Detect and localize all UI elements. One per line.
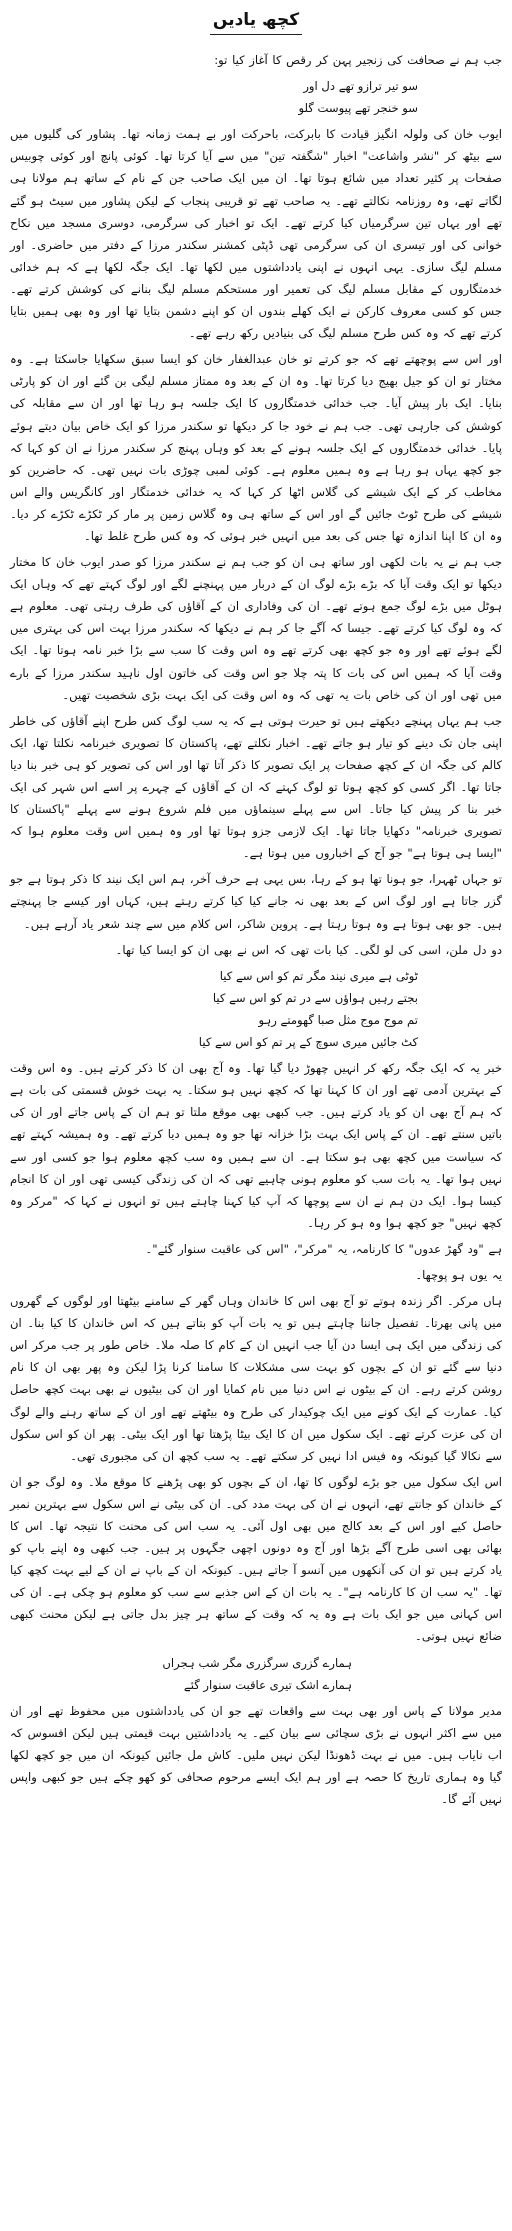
verse-line: تم موج موج مثل صبا گھومتے رہو [258,1012,418,1027]
paragraph-dil: دو دل ملن، اسی کی لو لگی۔ کیا بات تھی کہ اس نے بھی ان کو ایسا کیا تھا۔ [115,942,502,957]
paragraph-jab: جب ہم یہاں پہنچے دیکھتے ہیں تو حیرت ہوتی ہے کہ یہ سب لوگ کس طرح اپنے آقاؤں کی خاطر اپنی جان تک دینے کو تیار ہو جاتے تھے۔ اخبار نکلتے تھے، پاکستان کا تصویری خبرنامہ نکلتا تھا، ایک کالم کی جگہ ان کے کچھ صفحات پر ایک تصویر کا ذکر آتا تھا اور اس کی تصویر کو ہی خبر بنا دیا جاتا تھا۔ اگر کسی کو کچھ ہوتا تو لوگ کہتے کہ ان کے آقاؤں کے چہرے پر اسے اس شہر کی ایک خبر بنا کر پیش کیا جاتا۔ اس سے پہلے سینماؤں میں فلم شروع ہونے سے پہلے "پاکستان کا تصویری خبرنامہ" دکھایا جاتا تھا۔ ایک لازمی جزو ہوتا تھا اور وہ ہمیں اس وقت معلوم ہوا کہ "ایسا ہی ہوتا ہے" جو آج کے اخباروں میں ہوتا ہے۔ [10,713,502,861]
paragraph-markar: ہاں مرکر۔ اگر زندہ ہوتے تو آج بھی اس کا خاندان وہاں گھر کے سامنے بیٹھتا اور لوگوں کے گھروں میں پانی بھرتا۔ تفصیل جاننا چاہتے ہیں تو یہ بات آپ کو بتاتے ہیں کہ اس خاندان کا کیا بنا۔ ان کی زندگی میں ایک ہی ایسا دن آیا جب انہیں ان کے کام کا صلہ ملا۔ خاص طور پر جب مرکر اس دنیا سے گئے تو ان کے بچوں کو بہت سی مشکلات کا سامنا کرنا پڑا لیکن وہ پھر بھی ان کا نام روشن کرتے رہے۔ ان کے بیٹوں نے اس دنیا میں نام کمایا اور ان کی بیٹیوں نے بھی بہت کچھ حاصل کیا۔ عمارت کے ایک کونے میں ایک چوکیدار کی طرح وہ بیٹھتے تھے اور ان کے ساتھ رہنے والے لوگ ان کی عزت کرتے تھے۔ ایک سکول میں ان کا ایک بیٹا پڑھتا تھا اور ایک بیٹی۔ پھر ان کو اس سکول سے نکالا گیا کیونکہ وہ فیس ادا نہیں کر سکتے تھے۔ یہ سب کچھ ان کی مجبوری تھی۔ [10,1294,502,1463]
paragraph-ayub-news: جب ہم نے یہ بات لکھی اور ساتھ ہی ان کو جب ہم نے سکندر مرزا کو صدر ایوب خان کا مختار دیکھا تو ایک وقت آیا کہ بڑے بڑے لوگ ان کے دربار میں پہنچنے لگے اور لوگ کہتے تھے کہ وہاں ایک ہوٹل میں بڑے لوگ جمع ہوتے تھے۔ ان کی وفاداری ان کے آقاؤں کی طرف رہتی تھی۔ معلوم ہے کہ وہ لوگ کیا کرتے تھے۔ جیسا کہ آگے جا کر ہم نے دیکھا کہ سکندر مرزا بہت اس کی بہتری میں لگے ہوئے تھے اور وہ جو کچھ بھی کرتے تھے وہ اس وقت کا سب سے بڑا خبر نامہ ہوتا تھا۔ ایک وقت آیا کہ ہمیں اس کی بات کا پتہ چلا جو اس وقت کی خاتون اول ناہید سکندر مرزا کے بارے میں تھی اور ان کی خاص بات یہ تھی کہ وہ اس وقت کی ایک بہت بڑی شخصیت تھیں۔ [10,555,502,702]
verse-line: سو خنجر تھے پیوست گلو [298,101,418,116]
verse-line: ٹوٹی ہے میری نیند مگر تم کو اس سے کیا [219,968,418,983]
paragraph-ayub: ایوب خان کی ولولہ انگیز قیادت کا بابرکت، باحرکت اور بے ہمت زمانہ تھا۔ پشاور کی گلیوں میں سے بیٹھ کر "نشر واشاعت" اخبار "شگفتہ تین" میں سے آیا کرتا تھا۔ کوئی پانچ اور کوئی چوبیس صفحات پر کثیر تعداد میں شائع ہوتا تھا۔ ان میں ایک صاحب جن کے نام کے ساتھ ہم مولانا ہی لگاتے تھے، وہ روزنامہ نکالتے تھے۔ یہ صاحب تھے تو قریبی پنجاب کے لیکن پشاور میں سیٹ ہو گئے تھے اور یہاں تین سرگرمیاں کیا کرتے تھے۔ ایک تو اخبار کی سرگرمی، دوسری مسجد میں نکاح خوانی کی اور تیسری ان کی سرگرمی تھی ڈپٹی کمشنر سکندر مرزا کے دفتر میں حاضری۔ اور مسلم لیگ سازی۔ یہی انہوں نے اپنی یادداشتوں میں لکھا تھا۔ ایک جگہ لکھا ہے کہ ہم خدائی خدمتگاروں کے مقابل مسلم لیگ کی تعمیر اور مستحکم مسلم لیگ بنانے کی کوشش کرتے تھے۔ جس کو کسی معروف کارکن نے ایک کھلے بندوں ان کو اپنے دشمن بتایا تھا اور وہ بھی ہمیں بتایا کرتے تھے کہ وہ کس طرح مسلم لیگ کی بنیادیں رکھ رہے تھے۔ [10,127,502,341]
title-underline [210,34,302,35]
verse-ghazal [10,965,502,1053]
verse-line: ہمارے اشک تیری عاقبت سنوار گئے [183,1677,352,1692]
verse-line: کٹ جائیں میری سوچ کے پر تم کو اس سے کیا [198,1035,418,1050]
paragraph-final: مدیر مولانا کے پاس اور بھی بہت سے واقعات تھے جو ان کی یادداشتوں میں محفوظ تھے اور ان میں سے اکثر انہوں نے بڑی سچائی سے بیان کیے۔ یہ یادداشتیں بہت قیمتی ہیں لیکن افسوس کہ اب نایاب ہیں۔ میں نے بہت ڈھونڈا لیکن نہیں ملیں۔ کاش مل جائیں کیونکہ ان میں جو کچھ لکھا گیا وہ ہماری تاریخ کا حصہ ہے اور ہم ایک ایسے مرحوم صحافی کو کھو چکے ہیں جو کبھی واپس نہیں آئے گا۔ [10,1703,502,1807]
verse-line: سو تیر ترازو تھے دل اور [303,79,418,94]
paragraph-intro: جب ہم نے صحافت کی زنجیر پہن کر رقص کا آغاز کیا تو: [214,53,502,67]
paragraph-yun: یہ یوں ہو پوچھا۔ [415,1267,502,1282]
verse-line: ہمارے گزری سرگزری مگر شب ہجراں [162,1655,352,1670]
paragraph-tha: تو جہاں ٹھہرا، جو ہونا تھا ہو کے رہا، بس یہی ہے حرف آخر، ہم اس ایک نیند کا ذکر ہوتا ہے جو گزر جاتا ہے اور لوگ اس کے بعد بھی نہ جانے کیا کیا کرتے رہتے ہیں، کہاں اور کیسے جا پہنچتے ہیں۔ جو بھی ہوتا ہے وہ ہوتا رہتا ہے۔ پروین شاکر، اس کلام میں سے چند شعر یاد آرہے ہیں۔ [10,872,502,931]
verse-line: بجتے رہیں ہواؤں سے در تم کو اس سے کیا [212,990,418,1005]
verse-couplet-2 [10,1652,502,1696]
paragraph-dc: اور اس سے پوچھتے تھے کہ جو کرتے تو خان عبدالغفار خان کو ایسا سبق سکھایا جاسکتا ہے۔ وہ مختار تو ان کو جیل بھیج دیا کرتا تھا۔ وہ ان کے بعد وہ ممتاز مسلم لیگی بن گئے اور ان کو پارٹی بنایا۔ ایک بار پیش آیا۔ جب خدائی خدمتگاروں کا ایک جلسہ ہو رہا تھا اور ان سے مقابلہ کی کوشش کی جارہی تھی۔ جب ہم نے خود جا کر دیکھا تو سکندر مرزا کو ایک خاص بیان دیتے ہوئے پایا۔ خدائی خدمتگاروں کے ایک جلسہ ہونے کے بعد کو وہاں پہنچ کر سکندر مرزا نے ان کو کہا کہ جو کچھ یہاں ہو رہا ہے وہ ہمیں معلوم ہے۔ کوئی لمبی چوڑی بات نہیں تھی۔ کہ حاضرین کو مخاطب کر کے ایک شیشے کی گلاس اٹھا کر کہا کہ یہ خدائی خدمتگار اور کانگریس والے اس شیشے کی طرح ٹوٹ جائیں گے اور اس کے ساتھ ہی وہ گلاس زمین پر مار کر ٹکڑے ٹکڑے کر دیا۔ وہ ان کا اپنا اندازہ تھا جس کی بعد میں انہیں خبر ہوئی کہ وہ کس طرح غلط تھا۔ [10,352,502,543]
verse-couplet-1 [10,75,502,119]
paragraph-sakol: اس ایک سکول میں جو بڑے لوگوں کا تھا، ان کے بچوں کو بھی پڑھنے کا موقع ملا۔ وہ لوگ جو ان کے خاندان کو جانتے تھے، انہوں نے ان کی بہت مدد کی۔ ان کی بیٹی نے اس سکول سے بہترین نمبر حاصل کیے اور اس کے بعد کالج میں بھی اول آئی۔ یہ سب اس کی محنت کا نتیجہ تھا۔ اس کا بھائی بھی اسی طرح آگے بڑھا اور آج وہ دونوں اچھی جگہوں پر ہیں۔ جب کبھی وہ اپنے باپ کو یاد کرتے ہیں تو ان کی آنکھوں میں آنسو آ جاتے ہیں۔ کیونکہ ان کے باپ نے ان کے لیے بہت کچھ کیا تھا۔ "یہ سب ان کا کارنامہ ہے"۔ یہ بات ان کے اس جذبے سے سب کو معلوم ہو چکی ہے۔ ان کی اس کہانی میں جو ایک بات ہے وہ یہ کہ وقت کے ساتھ ہر چیز بدل جاتی ہے لیکن محنت کبھی ضائع نہیں ہوتی۔ [10,1474,502,1644]
paragraph-khabar: خبر یہ کہ ایک جگہ رکھ کر انہیں چھوڑ دیا گیا تھا۔ وہ آج بھی ان کا ذکر کرتے ہیں۔ وہ اس وقت کے بہترین آدمی تھے اور ان کا کہنا تھا کہ کچھ نہیں ہو سکتا۔ یہ بہت خوش قسمتی کی بات ہے کہ ہم آج بھی ان کو یاد کرتے ہیں۔ جب کبھی بھی موقع ملتا تو ہم ان کے پاس جاتے اور ان کی باتیں سنتے تھے۔ ان کے پاس ایک بہت بڑا خزانہ تھا جو وہ ہمیں دیا کرتے تھے۔ وہ ہمیشہ کہتے تھے کہ سیاست میں کچھ بھی ہو سکتا ہے۔ ان سے ہمیں وہ سب کچھ معلوم ہوا جو کسی اور سے نہیں ہوا تھا۔ یہ بات سب کو معلوم ہونی چاہیے تھی کہ ان کی زندگی کیسی تھی اور ان کا انجام کیسا ہوا۔ ایک دن ہم نے ان سے پوچھا کہ آپ کیا کہنا چاہتے ہیں تو انہوں نے کہا کہ "مرکر وہ کچھ نہیں" جو کچھ ہوا وہ ہو کر رہا۔ [10,1061,502,1230]
paragraph-pucha: ہے "ود گھڑ عدوں" کا کارنامہ، یہ "مرکر"، "اس کی عاقبت سنوار گئے"۔ [145,1241,502,1256]
article-title: کچھ یادیں [212,10,300,30]
